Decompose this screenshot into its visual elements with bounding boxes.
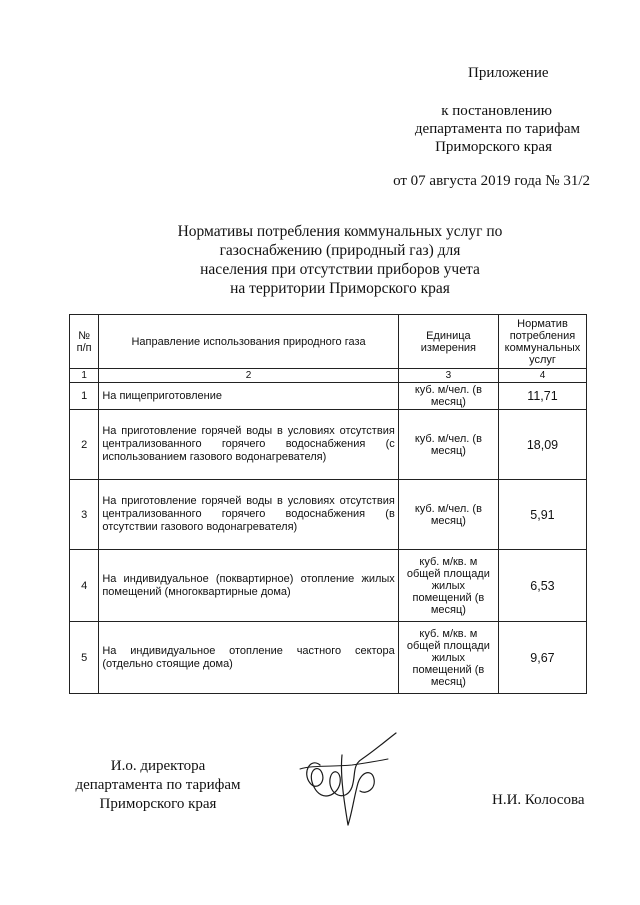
handwritten-signature (292, 725, 412, 835)
signatory-position-line-2: департамента по тарифам (75, 777, 241, 793)
document-title-line-3: населения при отсутствии приборов учета (200, 261, 480, 278)
document-title-line-2: газоснабжению (природный газ) для (219, 242, 461, 259)
index-cell-3: 3 (398, 369, 498, 383)
row-direction: На приготовление горячей воды в условиях отсутствия централизованного горячего водоснабжения (с использованием газового водонагревателя) (99, 410, 398, 480)
row-unit: куб. м/чел. (в месяц) (398, 480, 498, 550)
row-value: 6,53 (498, 550, 586, 622)
row-value: 9,67 (498, 622, 586, 694)
header-num: № п/п (70, 315, 99, 369)
table-index-row (70, 369, 587, 383)
row-num: 4 (70, 550, 99, 622)
document-title-line-4: на территории Приморского края (230, 280, 450, 297)
appendix-line-1: к постановлению (441, 103, 552, 119)
signatory-position-line-1: И.о. директора (110, 758, 206, 774)
table-row (70, 622, 587, 694)
row-num: 1 (70, 383, 99, 410)
signatory-name: Н.И. Колосова (492, 792, 585, 808)
row-direction: На индивидуальное (поквартирное) отопление жилых помещений (многоквартирные дома) (99, 550, 398, 622)
row-value: 11,71 (498, 383, 586, 410)
row-num: 3 (70, 480, 99, 550)
index-cell-2: 2 (99, 369, 398, 383)
table-row (70, 480, 587, 550)
signatory-position-line-3: Приморского края (99, 796, 217, 812)
norms-table (69, 314, 587, 694)
row-direction: На пищеприготовление (99, 383, 398, 410)
document-title (150, 222, 530, 298)
appendix-line-2: департамента по тарифам (414, 121, 580, 137)
row-unit: куб. м/кв. м общей площади жилых помещений (в месяц) (398, 550, 498, 622)
index-cell-4: 4 (498, 369, 586, 383)
header-unit: Единица измерения (398, 315, 498, 369)
table-row (70, 550, 587, 622)
row-unit: куб. м/чел. (в месяц) (398, 383, 498, 410)
row-unit: куб. м/кв. м общей площади жилых помещений (в месяц) (398, 622, 498, 694)
appendix-date: от 07 августа 2019 года № 31/2 (393, 173, 590, 189)
appendix-line-3: Приморского края (435, 139, 552, 155)
row-direction: На индивидуальное отопление частного сектора (отдельно стоящие дома) (99, 622, 398, 694)
header-direction: Направление использования природного газа (99, 315, 398, 369)
table-header-row (70, 315, 587, 369)
table-row (70, 410, 587, 480)
row-value: 5,91 (498, 480, 586, 550)
row-unit: куб. м/чел. (в месяц) (398, 410, 498, 480)
header-norm: Норматив потребления коммунальных услуг (498, 315, 586, 369)
document-title-line-1: Нормативы потребления коммунальных услуг по (177, 223, 503, 240)
row-num: 2 (70, 410, 99, 480)
appendix-title: Приложение (468, 65, 549, 81)
index-cell-1: 1 (70, 369, 99, 383)
row-direction: На приготовление горячей воды в условиях отсутствия централизованного горячего водоснабжения (в отсутствии газового водонагревателя) (99, 480, 398, 550)
signatory-position (68, 757, 248, 814)
table-row (70, 383, 587, 410)
row-num: 5 (70, 622, 99, 694)
row-value: 18,09 (498, 410, 586, 480)
